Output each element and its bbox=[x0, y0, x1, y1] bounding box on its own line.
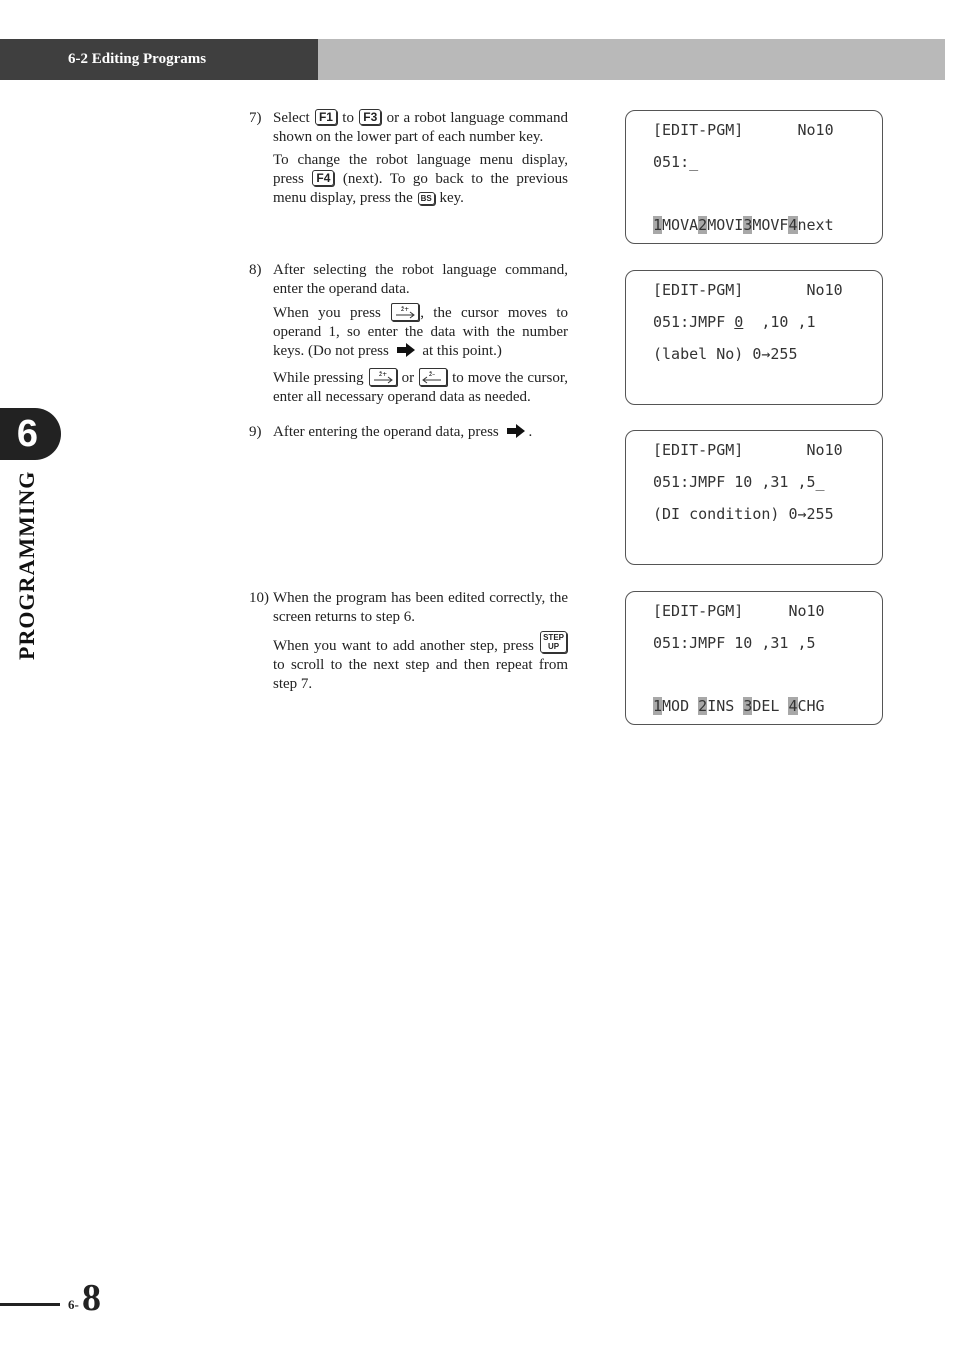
function-menu: 1MOD 2INS 3DEL 4CHG bbox=[653, 697, 825, 715]
program-number: No10 bbox=[788, 602, 825, 620]
screen-title: [EDIT-PGM] bbox=[653, 281, 744, 299]
page-number: 8 bbox=[82, 1277, 101, 1319]
screen-title: [EDIT-PGM] bbox=[653, 441, 744, 459]
chapter-tab: 6 bbox=[0, 408, 61, 460]
header-bar bbox=[318, 39, 945, 80]
step-text: To change the robot language menu display, press F4 (next). To go back to the previous menu display, press the BS key. bbox=[273, 152, 568, 206]
enter-arrow-icon bbox=[506, 423, 526, 445]
step-text: When you press ž+ , the cursor moves to operand 1, so enter the data with the number keys. (Do not press at this point.) bbox=[249, 303, 568, 364]
f4-key: F4 bbox=[312, 170, 334, 186]
step-9 bbox=[249, 423, 568, 449]
chapter-title: PROGRAMMING bbox=[14, 470, 39, 660]
svg-text:ž+: ž+ bbox=[401, 306, 410, 313]
svg-text:ž–: ž– bbox=[429, 371, 436, 378]
cursor-right-key-icon bbox=[369, 368, 397, 386]
screen-title: [EDIT-PGM] bbox=[653, 121, 744, 139]
screen-line: 051:JMPF 10 ,31 ,5_ bbox=[653, 473, 825, 491]
step-text: After entering the operand data, press . bbox=[249, 423, 568, 445]
step-text: While pressing ž+ or ž– to move the cursor, enter all necessary operand data as needed. bbox=[273, 370, 568, 405]
lcd-screen-2 bbox=[625, 270, 883, 405]
bs-key: BS bbox=[418, 192, 435, 205]
step-text: When the program has been edited correctly, the screen returns to step 6. bbox=[273, 590, 568, 625]
f1-key: F1 bbox=[315, 109, 337, 125]
screen-title: [EDIT-PGM] bbox=[653, 602, 744, 620]
lcd-screen-4 bbox=[625, 591, 883, 725]
screen-line: 051:_ bbox=[653, 153, 699, 171]
screen-line: (label No) 0→255 bbox=[653, 345, 798, 363]
screen-line: 051:JMPF 0 ,10 ,1 bbox=[653, 313, 816, 331]
step-10 bbox=[249, 589, 568, 698]
function-menu: 1MOVA2MOVI3MOVF4next bbox=[653, 216, 834, 234]
step-up-key: STEP UP bbox=[540, 631, 567, 653]
svg-text:ž+: ž+ bbox=[378, 371, 387, 378]
screen-line: (DI condition) 0→255 bbox=[653, 505, 834, 523]
step-text: When you want to add another step, press STEP UP to scroll to the next step and then repeat from step 7. bbox=[273, 633, 568, 692]
footer-rule bbox=[0, 1303, 60, 1306]
step-7 bbox=[249, 109, 568, 212]
section-header: 6-2 Editing Programs bbox=[0, 39, 318, 80]
step-number: 8) bbox=[249, 262, 262, 278]
step-text: After selecting the robot language command, enter the operand data. bbox=[273, 262, 568, 297]
program-number: No10 bbox=[806, 281, 843, 299]
lcd-screen-3 bbox=[625, 430, 883, 565]
program-number: No10 bbox=[806, 441, 843, 459]
screen-line: 051:JMPF 10 ,31 ,5 bbox=[653, 634, 816, 652]
step-number: 7) bbox=[249, 110, 262, 126]
cursor-right-key-icon bbox=[391, 303, 419, 321]
step-8 bbox=[249, 261, 568, 411]
lcd-screen-1 bbox=[625, 110, 883, 244]
step-text: Select F1 to F3 or a robot language command shown on the lower part of each number key. bbox=[273, 110, 569, 145]
page-prefix: 6- bbox=[68, 1297, 79, 1312]
program-number: No10 bbox=[797, 121, 834, 139]
enter-arrow-icon bbox=[396, 342, 416, 364]
cursor-left-key-icon bbox=[419, 368, 447, 386]
step-number: 9) bbox=[249, 424, 262, 440]
step-number: 10) bbox=[249, 590, 269, 606]
f3-key: F3 bbox=[359, 109, 381, 125]
